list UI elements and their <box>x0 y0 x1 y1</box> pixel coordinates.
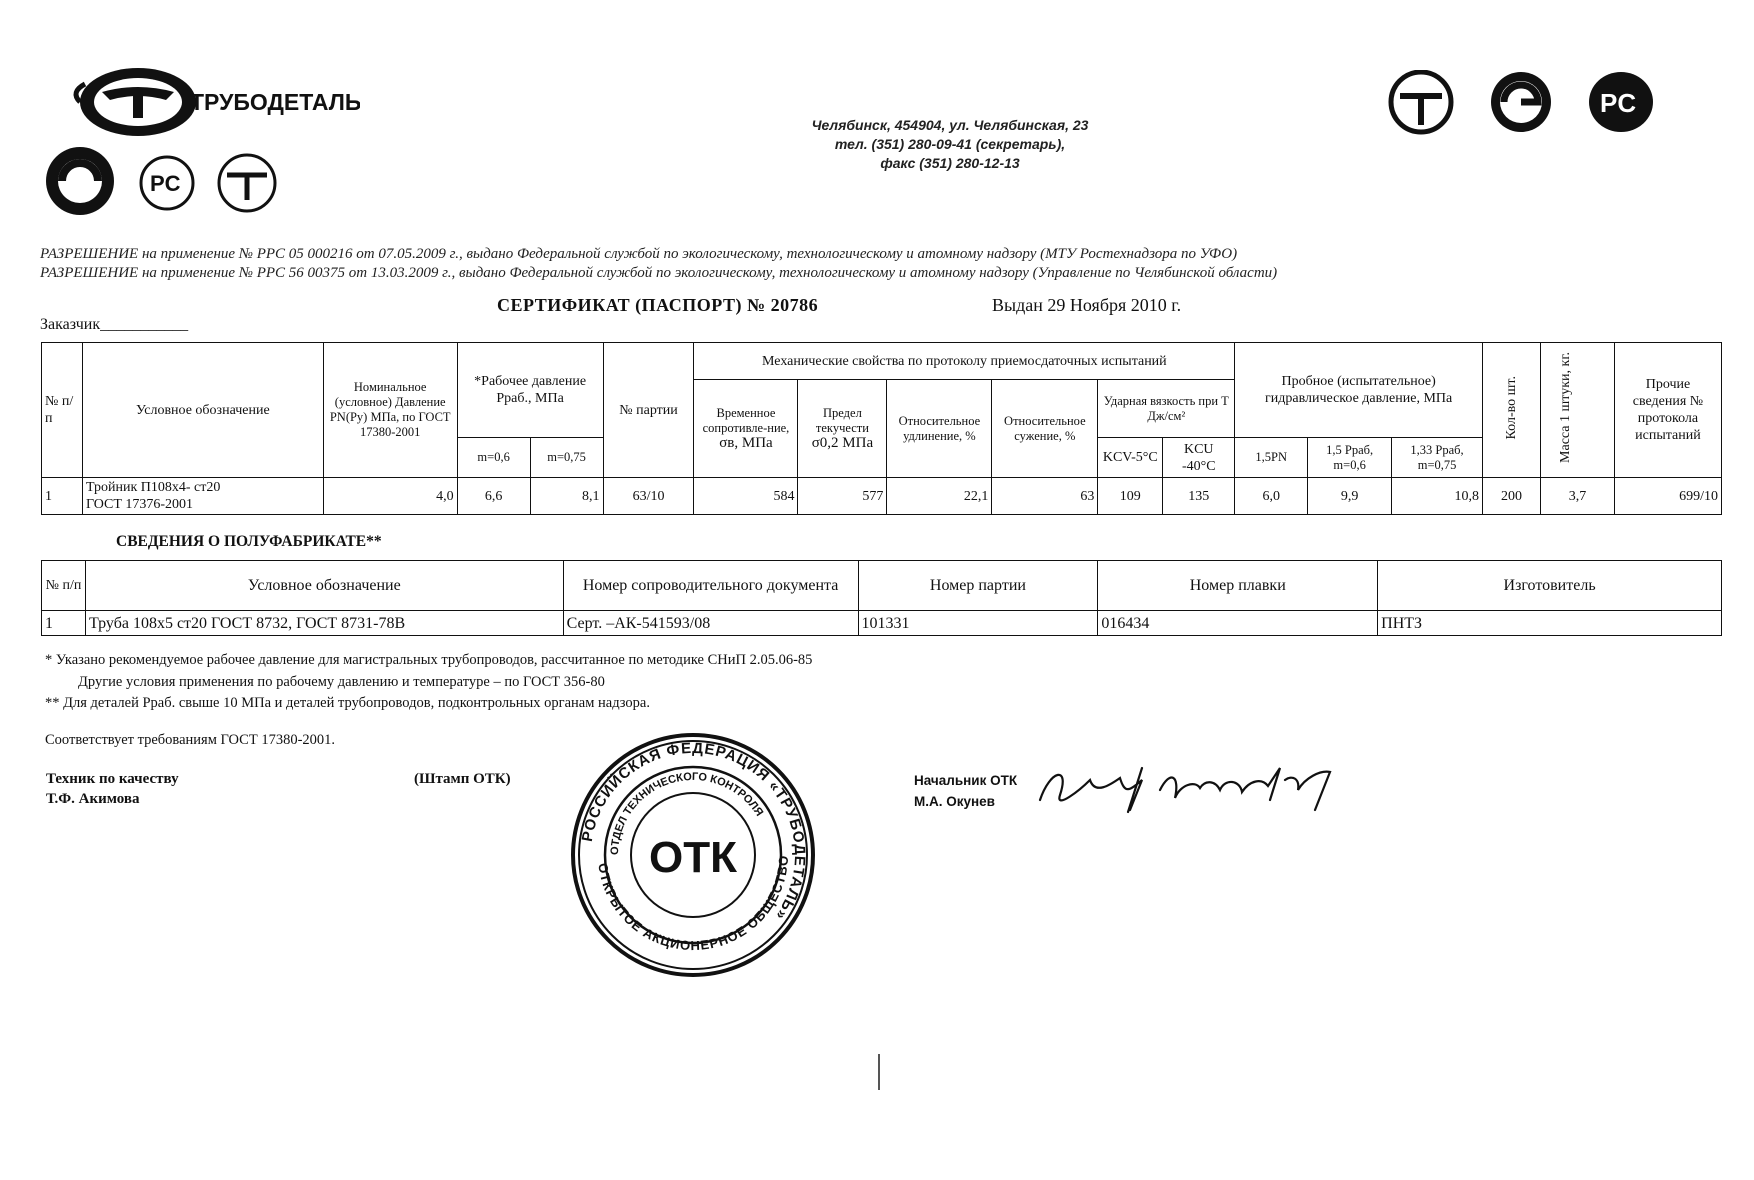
h-test: Пробное (испытательное) гидравлическое давление, МПа <box>1235 343 1483 438</box>
note-1: * Указано рекомендуемое рабочее давление для магистральных трубопроводов, рассчитанное по методике СНиП 2.05.06-85 <box>45 652 813 668</box>
svg-text:PC: PC <box>150 171 181 196</box>
scan-mark <box>878 1054 880 1090</box>
cell-batch: 63/10 <box>603 478 694 515</box>
scell-doc: Серт. –АК-541593/08 <box>563 611 858 636</box>
cert-marks-right <box>1386 70 1666 140</box>
tech-role: Техник по качеству <box>46 771 179 787</box>
cell-yield: 577 <box>798 478 887 515</box>
sh-maker: Изготовитель <box>1378 561 1722 611</box>
cell-kcv: 109 <box>1098 478 1163 515</box>
cell-elong: 22,1 <box>887 478 992 515</box>
scell-num: 1 <box>42 611 86 636</box>
cell-qty: 200 <box>1483 478 1541 515</box>
cell-reduct: 63 <box>992 478 1098 515</box>
h-m06: m=0,6 <box>457 438 530 478</box>
contact-phone: тел. (351) 280-09-41 (секретарь), <box>834 136 1066 152</box>
logo-text: ТРУБОДЕТАЛЬ <box>190 89 360 115</box>
note-3: ** Для деталей Рраб. свыше 10 МПа и деталей трубопроводов, подконтрольных органам надзора. <box>45 695 650 711</box>
h-m075: m=0,75 <box>530 438 603 478</box>
h-designation: Условное обозначение <box>82 343 323 478</box>
certificate-issued: Выдан 29 Ноября 2010 г. <box>992 295 1182 315</box>
sh-heat: Номер плавки <box>1098 561 1378 611</box>
table-row <box>42 478 1722 515</box>
cell-mass: 3,7 <box>1540 478 1614 515</box>
h-num: № п/п <box>42 343 83 478</box>
semi-title: СВЕДЕНИЯ О ПОЛУФАБРИКАТЕ** <box>116 533 382 550</box>
svg-text:ОТК: ОТК <box>649 833 737 882</box>
compliance-note: Соответствует требованиям ГОСТ 17380-2001. <box>45 732 336 748</box>
h-other: Прочие сведения № протокола испытаний <box>1614 343 1721 478</box>
otk-stamp <box>568 730 818 980</box>
sh-batch: Номер партии <box>858 561 1098 611</box>
scell-maker: ПНТЗ <box>1378 611 1722 636</box>
h-kcv: KCV-5°C <box>1098 438 1163 478</box>
cert-marks-left <box>42 145 282 220</box>
h-working: *Рабочее давление Рраб., МПа <box>457 343 603 438</box>
permission-line-1: РАЗРЕШЕНИЕ на применение № РРС 05 000216 от 07.05.2009 г., выдано Федеральной службой по экологическому, технологическому и атомному надзору (МТУ Ростехнадзора по УФО) <box>40 246 1238 262</box>
scell-heat: 016434 <box>1098 611 1378 636</box>
h-batch: № партии <box>603 343 694 478</box>
signature <box>1030 750 1370 820</box>
head-role: Начальник ОТК <box>914 773 1018 788</box>
tech-name: Т.Ф. Акимова <box>46 791 140 807</box>
certificate-title: СЕРТИФИКАТ (ПАСПОРТ) № 20786 <box>497 295 819 315</box>
h-15: 1,5 Рраб, m=0,6 <box>1308 438 1392 478</box>
h-impact: Ударная вязкость при Т Дж/см² <box>1098 380 1235 438</box>
svg-text:РОССИЙСКАЯ ФЕДЕРАЦИЯ «ТРУБОДЕТ: РОССИЙСКАЯ ФЕДЕРАЦИЯ «ТРУБОДЕТАЛЬ» <box>578 739 809 924</box>
contact-address: Челябинск, 454904, ул. Челябинская, 23 <box>811 117 1089 133</box>
contact-fax: факс (351) 280-12-13 <box>880 155 1020 171</box>
h-kcu: KCU -40°C <box>1163 438 1235 478</box>
permission-line-2: РАЗРЕШЕНИЕ на применение № РРС 56 00375 от 13.03.2009 г., выдано Федеральной службой по экологическому, технологическому и атомному надзору (Управление по Челябинской области) <box>40 265 1278 281</box>
main-table <box>41 342 1722 515</box>
note-2: Другие условия применения по рабочему давлению и температуре – по ГОСТ 356-80 <box>78 674 605 690</box>
head-name: М.А. Окунев <box>914 794 995 809</box>
h-mass: Масса 1 штуки, кг. <box>1540 343 1614 478</box>
semi-product-table <box>41 560 1722 636</box>
cell-designation: Тройник П108х4- ст20 ГОСТ 17376-2001 <box>82 478 323 515</box>
sh-doc: Номер сопроводительного документа <box>563 561 858 611</box>
stamp-label: (Штамп ОТК) <box>414 771 511 787</box>
company-logo <box>40 62 360 142</box>
scell-designation: Труба 108х5 ст20 ГОСТ 8732, ГОСТ 8731-78В <box>85 611 563 636</box>
svg-text:ОТКРЫТОЕ АКЦИОНЕРНОЕ ОБЩЕСТВО: ОТКРЫТОЕ АКЦИОНЕРНОЕ ОБЩЕСТВО <box>595 854 792 954</box>
h-nominal: Номинальное (условное) Давление PN(Py) МПа, по ГОСТ 17380-2001 <box>323 343 457 478</box>
scell-batch: 101331 <box>858 611 1098 636</box>
h-15pn: 1,5PN <box>1235 438 1308 478</box>
cell-m075: 8,1 <box>530 478 603 515</box>
cell-m06: 6,6 <box>457 478 530 515</box>
cell-tensile: 584 <box>694 478 798 515</box>
h-elong: Относительное удлинение, % <box>887 380 992 478</box>
cell-num: 1 <box>42 478 83 515</box>
h-qty: Кол-во шт. <box>1483 343 1541 478</box>
h-reduct: Относительное сужение, % <box>992 380 1098 478</box>
sh-num: № п/п <box>42 561 86 611</box>
cell-kcu: 135 <box>1163 478 1235 515</box>
svg-text:ОТДЕЛ ТЕХНИЧЕСКОГО КОНТРОЛЯ: ОТДЕЛ ТЕХНИЧЕСКОГО КОНТРОЛЯ <box>608 770 766 856</box>
customer-label: Заказчик___________ <box>40 316 189 333</box>
h-mech: Механические свойства по протоколу приемосдаточных испытаний <box>694 343 1235 380</box>
cell-other: 699/10 <box>1614 478 1721 515</box>
h-tensile: Временное сопротивле-ние, σв, МПа <box>694 380 798 478</box>
cell-15: 9,9 <box>1308 478 1392 515</box>
svg-text:PC: PC <box>1600 88 1637 118</box>
table-row <box>42 611 1722 636</box>
h-133: 1,33 Рраб, m=0,75 <box>1392 438 1483 478</box>
sh-designation: Условное обозначение <box>85 561 563 611</box>
cell-nominal: 4,0 <box>323 478 457 515</box>
h-yield: Предел текучести σ0,2 МПа <box>798 380 887 478</box>
cell-15pn: 6,0 <box>1235 478 1308 515</box>
contact-block <box>700 116 1200 173</box>
cell-133: 10,8 <box>1392 478 1483 515</box>
